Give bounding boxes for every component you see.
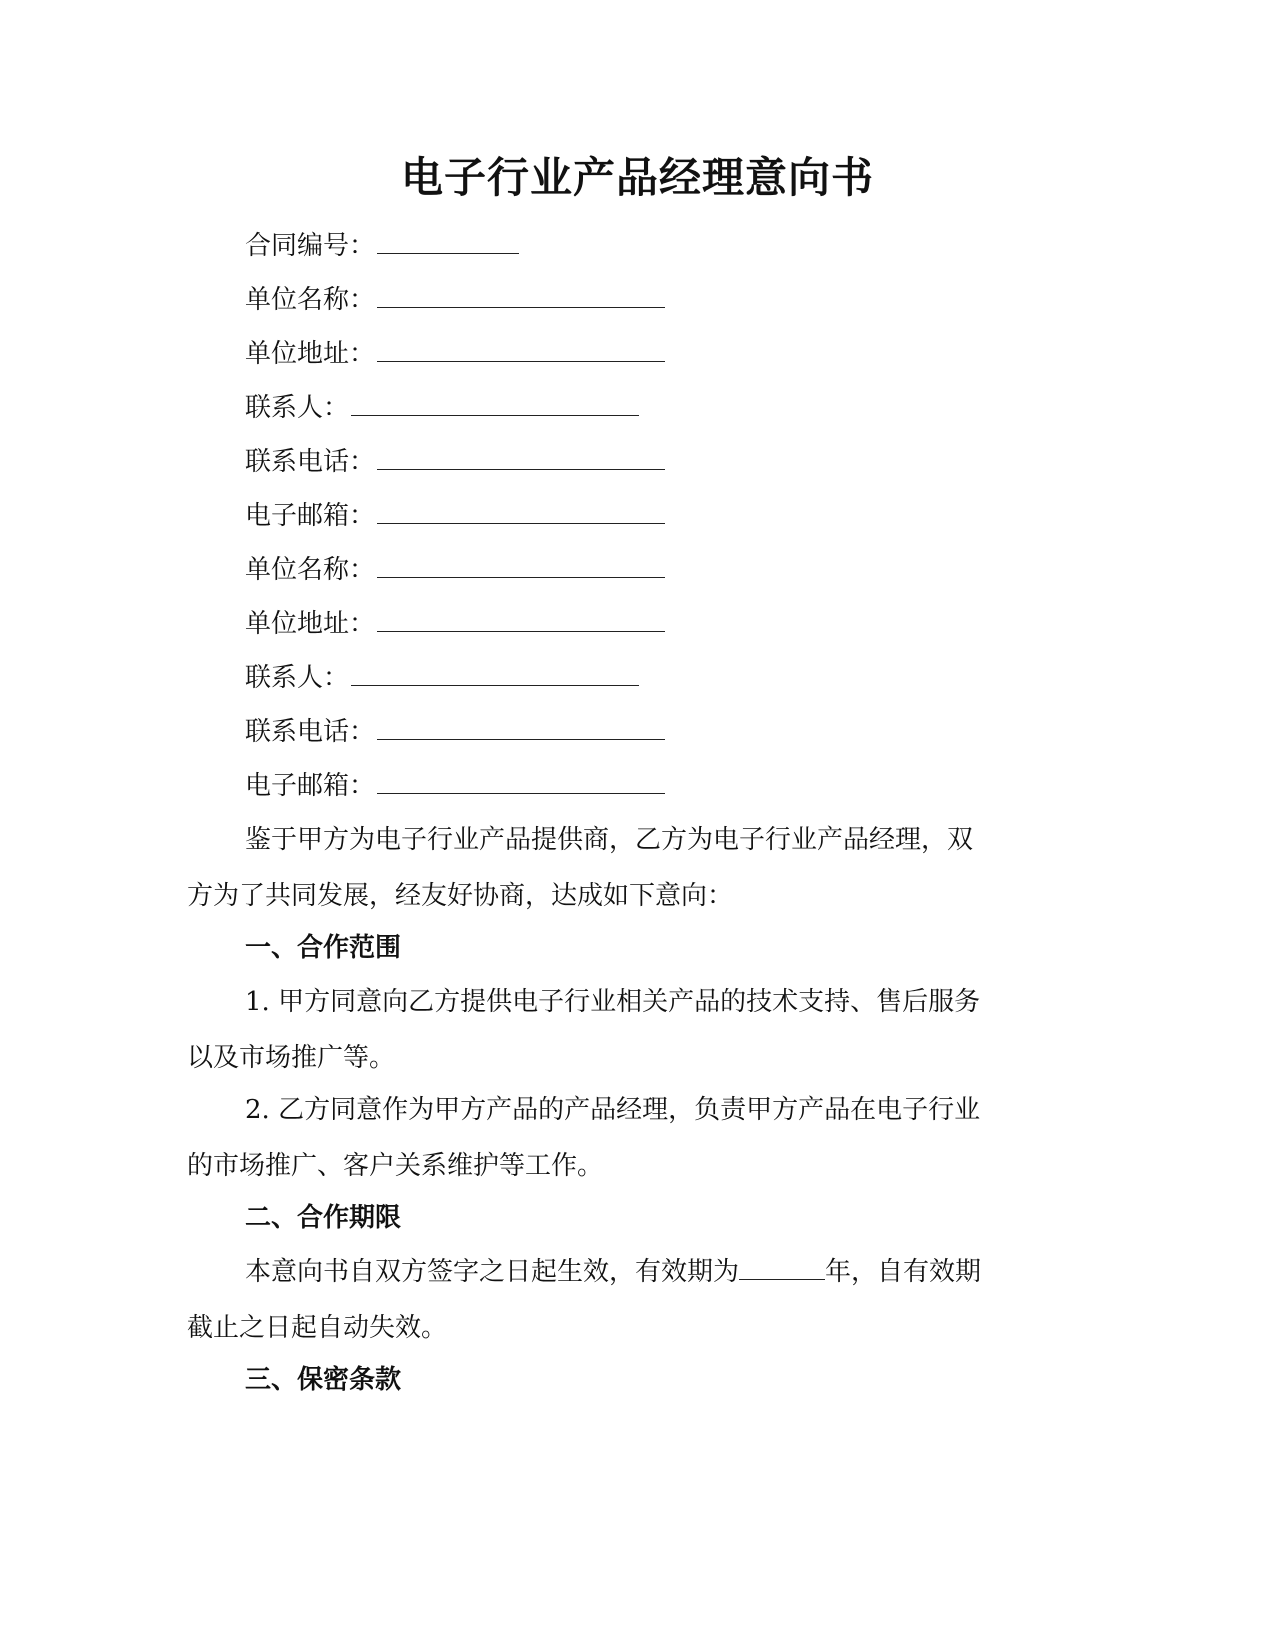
field-party-b-phone <box>245 712 665 752</box>
field-label: 联系人： <box>245 663 350 693</box>
field-party-b-contact <box>245 658 639 698</box>
paragraph-line: 2. 乙方同意作为甲方产品的产品经理，负责甲方产品在电子行业 <box>245 1095 981 1125</box>
field-party-a-email <box>245 496 665 536</box>
intro-paragraph <box>187 820 1077 932</box>
paragraph-text: 本意向书自双方签字之日起生效，有效期为 <box>245 1257 740 1287</box>
field-label: 电子邮箱： <box>245 771 376 801</box>
fill-blank[interactable] <box>377 555 665 578</box>
field-label: 合同编号： <box>245 231 376 261</box>
document-title: 电子行业产品经理意向书 <box>400 153 874 202</box>
field-label: 单位地址： <box>245 609 376 639</box>
paragraph-line: 的市场推广、客户关系维护等工作。 <box>187 1151 604 1181</box>
field-party-b-address <box>245 604 665 644</box>
field-label: 联系人： <box>245 393 350 423</box>
field-party-b-email <box>245 766 665 806</box>
paragraph-line: 鉴于甲方为电子行业产品提供商，乙方为电子行业产品经理，双 <box>245 825 974 855</box>
section2-paragraph <box>187 1252 1077 1364</box>
field-party-a-name <box>245 280 665 320</box>
fill-blank[interactable] <box>351 663 639 686</box>
section-heading: 三、保密条款 <box>245 1365 402 1395</box>
paragraph-line: 截止之日起自动失效。 <box>187 1313 448 1343</box>
years-blank[interactable] <box>739 1255 825 1280</box>
fill-blank[interactable] <box>377 717 665 740</box>
field-label: 联系电话： <box>245 717 376 747</box>
field-party-a-contact <box>245 388 639 428</box>
fill-blank[interactable] <box>377 501 665 524</box>
paragraph-line: 以及市场推广等。 <box>187 1043 396 1073</box>
fill-blank[interactable] <box>377 609 665 632</box>
section-heading: 二、合作期限 <box>245 1203 402 1233</box>
paragraph-text: 年，自有效期 <box>825 1257 982 1287</box>
fill-blank[interactable] <box>377 771 665 794</box>
section1-item2 <box>187 1090 1077 1202</box>
section1-item1 <box>187 982 1077 1094</box>
field-label: 单位地址： <box>245 339 376 369</box>
field-label: 联系电话： <box>245 447 376 477</box>
paragraph-line: 1. 甲方同意向乙方提供电子行业相关产品的技术支持、售后服务 <box>245 987 981 1017</box>
fill-blank[interactable] <box>377 339 665 362</box>
fill-blank[interactable] <box>377 231 519 254</box>
paragraph-line: 方为了共同发展，经友好协商，达成如下意向： <box>187 881 734 911</box>
field-party-b-name <box>245 550 665 590</box>
field-contract-number <box>245 226 519 266</box>
field-label: 单位名称： <box>245 555 376 585</box>
field-label: 单位名称： <box>245 285 376 315</box>
field-label: 电子邮箱： <box>245 501 376 531</box>
fill-blank[interactable] <box>377 447 665 470</box>
fill-blank[interactable] <box>377 285 665 308</box>
section-heading: 一、合作范围 <box>245 933 402 963</box>
fill-blank[interactable] <box>351 393 639 416</box>
paragraph-line <box>187 1252 1077 1308</box>
field-party-a-phone <box>245 442 665 482</box>
field-party-a-address <box>245 334 665 374</box>
